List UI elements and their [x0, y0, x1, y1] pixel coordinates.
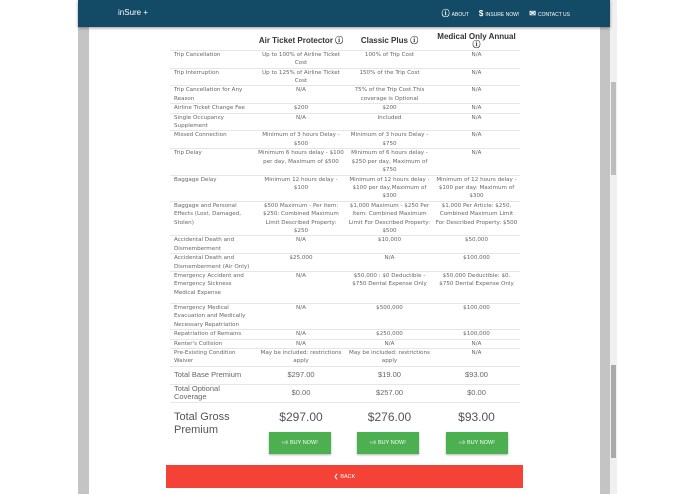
table-row: [170, 68, 520, 86]
plan-header: [256, 33, 346, 50]
buy-now-label: BUY NOW!: [378, 440, 406, 446]
plan-name: Medical Only Annual: [437, 32, 516, 41]
back-label: BACK: [340, 473, 356, 480]
nav-contact-label: CONTACT US: [537, 12, 570, 18]
nav-contact-us[interactable]: [529, 9, 570, 18]
row-label: Accidental Death and Dismemberment: [170, 236, 256, 254]
cell-value: 150% of the Trip Cost: [346, 68, 433, 86]
nav-about-label: ABOUT: [451, 12, 469, 18]
table-row: [170, 330, 520, 339]
cell-value: $25,000: [256, 254, 346, 272]
cell-value: $297.00: [256, 366, 346, 384]
cell-value: $1,000 Maximum - $250 Per Item: Combined Maximum Limit For Described Property: $500: [346, 201, 433, 236]
buy-now-label: BUY NOW!: [290, 440, 318, 446]
cell-value: N/A: [256, 303, 346, 329]
info-icon: ⓘ: [441, 9, 450, 18]
plan-header: [346, 33, 433, 50]
table-header: [170, 33, 520, 50]
cell-value: May be included: restrictions apply: [256, 349, 346, 367]
thumbs-up-icon: 👍︎: [282, 440, 289, 446]
cell-value: $250,000: [346, 330, 433, 339]
scrollbar-thumb[interactable]: [611, 82, 616, 175]
cell-value: $50,000 Deductible: $0. $750 Dental Expense Only: [433, 271, 520, 303]
table-row: [170, 366, 520, 384]
row-label: Baggage Delay: [170, 175, 256, 201]
cell-value: N/A: [433, 68, 520, 86]
row-label: Trip Interruption: [170, 68, 256, 86]
table-row: [170, 201, 520, 236]
scrollbar[interactable]: [610, 0, 617, 494]
table-row: [170, 236, 520, 254]
cell-value: N/A: [256, 236, 346, 254]
info-icon[interactable]: ⓘ: [410, 36, 419, 46]
row-label: Emergency Accident and Emergency Sickness Medical Expense: [170, 271, 256, 303]
cell-value: N/A: [433, 104, 520, 113]
cell-value: $200: [256, 104, 346, 113]
nav-insure-now[interactable]: [479, 9, 519, 18]
buy-now-button-air-ticket-protector[interactable]: [269, 432, 331, 454]
cell-value: Minimum of 12 hours delay - $100 per day: Maximum of $300: [433, 175, 520, 201]
row-label: Single Occupancy Supplement: [170, 113, 256, 131]
cell-value: $50,000: [433, 236, 520, 254]
thumbs-up-icon: 👍︎: [459, 440, 466, 446]
info-icon[interactable]: ⓘ: [335, 36, 344, 46]
nav-insure-label: INSURE NOW!: [485, 12, 520, 18]
cell-value: $100,000: [433, 254, 520, 272]
buy-now-button-medical-only-annual[interactable]: [446, 432, 508, 454]
cell-value: $93.00: [433, 402, 520, 441]
table-row: [170, 271, 520, 303]
cell-value: Minimum 12 hours delay - $100: [256, 175, 346, 201]
cell-value: $50,000 : $0 Deductible - $750 Dental Expense Only: [346, 271, 433, 303]
cell-value: N/A: [433, 149, 520, 175]
table-row: [170, 303, 520, 329]
cell-value: N/A: [433, 86, 520, 104]
cell-value: May be included: restrictions apply: [346, 349, 433, 367]
cell-value: N/A: [256, 86, 346, 104]
table-row: [170, 254, 520, 272]
cell-value: Up to 100% of Airline Ticket Cost: [256, 50, 346, 68]
navbar: [78, 0, 610, 27]
cell-value: $276.00: [346, 402, 433, 441]
cell-value: $500,000: [346, 303, 433, 329]
cell-value: $10,000: [346, 236, 433, 254]
cell-value: $200: [346, 104, 433, 113]
cell-value: $93.00: [433, 366, 520, 384]
cell-value: Minimum 6 hours delay - $100 per day, Maximum of $500: [256, 149, 346, 175]
cell-value: $0.00: [256, 384, 346, 402]
dollar-icon: $: [478, 9, 484, 18]
row-label: Accidental Death and Dismemberment (Air Only): [170, 254, 256, 272]
row-label: Repatriation of Remains: [170, 330, 256, 339]
cell-value: Up to 125% of Airline Ticket Cost: [256, 68, 346, 86]
table-row: [170, 50, 520, 68]
cell-value: N/A: [256, 339, 346, 348]
cell-value: N/A: [433, 113, 520, 131]
plan-comparison-table: [170, 33, 520, 441]
cell-value: 75% of the Trip Cost.This coverage is Optional: [346, 86, 433, 104]
thumbs-up-icon: 👍︎: [370, 440, 377, 446]
table-row: [170, 131, 520, 149]
cell-value: N/A: [346, 254, 433, 272]
table-row: [170, 149, 520, 175]
row-label: Emergency Medical Evacuation and Medically Necessary Repatriation: [170, 303, 256, 329]
row-label: Renter's Collision: [170, 339, 256, 348]
cell-value: $257.00: [346, 384, 433, 402]
cell-value: $1,000 Per Article: $250, Combined Maximum Limit For Described Property: $500: [433, 201, 520, 236]
table-row: [170, 339, 520, 348]
table-row: [170, 113, 520, 131]
cell-value: N/A: [433, 339, 520, 348]
nav-about[interactable]: [442, 8, 469, 19]
cell-value: N/A: [256, 113, 346, 131]
row-label: Total Gross Premium: [170, 402, 256, 441]
plan-name: Air Ticket Protector: [258, 36, 333, 46]
cell-value: $19.00: [346, 366, 433, 384]
cell-value: Minimum of 3 hours Delay - $500: [256, 131, 346, 149]
envelope-icon: ✉: [529, 9, 536, 18]
cell-value: Minimum of 12 hours delay - $100 per day,Maximum of $300: [346, 175, 433, 201]
brand-logo[interactable]: inSure +: [118, 8, 149, 17]
cell-value: $500 Maximum - Per item: $250: Combined Maximum Limit Described Property: $250: [256, 201, 346, 236]
cell-value: $0.00: [433, 384, 520, 402]
row-label: Airline Ticket Change Fee: [170, 104, 256, 113]
table-row: [170, 349, 520, 367]
row-label: Baggage and Personal Effects (Lost, Damaged, Stolen): [170, 201, 256, 236]
cell-value: $297.00: [256, 402, 346, 441]
cell-value: 100% of Trip Cost: [346, 50, 433, 68]
cell-value: N/A: [433, 50, 520, 68]
table-row: [170, 175, 520, 201]
plan-header: [433, 33, 520, 50]
table-row: [170, 384, 520, 402]
cell-value: Included: [346, 113, 433, 131]
row-label: Missed Connection: [170, 131, 256, 149]
browser-frame: [78, 0, 617, 494]
info-icon[interactable]: ⓘ: [472, 40, 481, 50]
buy-now-button-classic-plus[interactable]: [357, 432, 419, 454]
buy-now-label: BUY NOW!: [467, 440, 495, 446]
cell-value: Minimum of 6 hours delay - $250 per day, Maximum of $750: [346, 149, 433, 175]
header-empty: [170, 33, 256, 50]
content-panel: [89, 0, 600, 494]
row-label: Trip Cancellation for Any Reason: [170, 86, 256, 104]
row-label: Trip Delay: [170, 149, 256, 175]
chevron-left-icon: ❮: [333, 473, 339, 480]
row-label: Pre-Existing Condition Waiver: [170, 349, 256, 367]
row-label: Total Base Premium: [170, 366, 256, 384]
cell-value: $100,000: [433, 303, 520, 329]
table-row: [170, 86, 520, 104]
cell-value: N/A: [346, 339, 433, 348]
cell-value: N/A: [256, 330, 346, 339]
plan-name: Classic Plus: [360, 36, 408, 46]
cell-value: N/A: [433, 131, 520, 149]
cell-value: $100,000: [433, 330, 520, 339]
row-label: Trip Cancellation: [170, 50, 256, 68]
scrollbar-thumb[interactable]: [611, 365, 616, 458]
row-label: Total Optional Coverage: [170, 384, 256, 402]
cell-value: N/A: [256, 271, 346, 303]
table-row: [170, 104, 520, 113]
cell-value: Minimum of 3 hours Delay - $750: [346, 131, 433, 149]
cell-value: N/A: [433, 349, 520, 367]
back-button[interactable]: [166, 465, 523, 488]
